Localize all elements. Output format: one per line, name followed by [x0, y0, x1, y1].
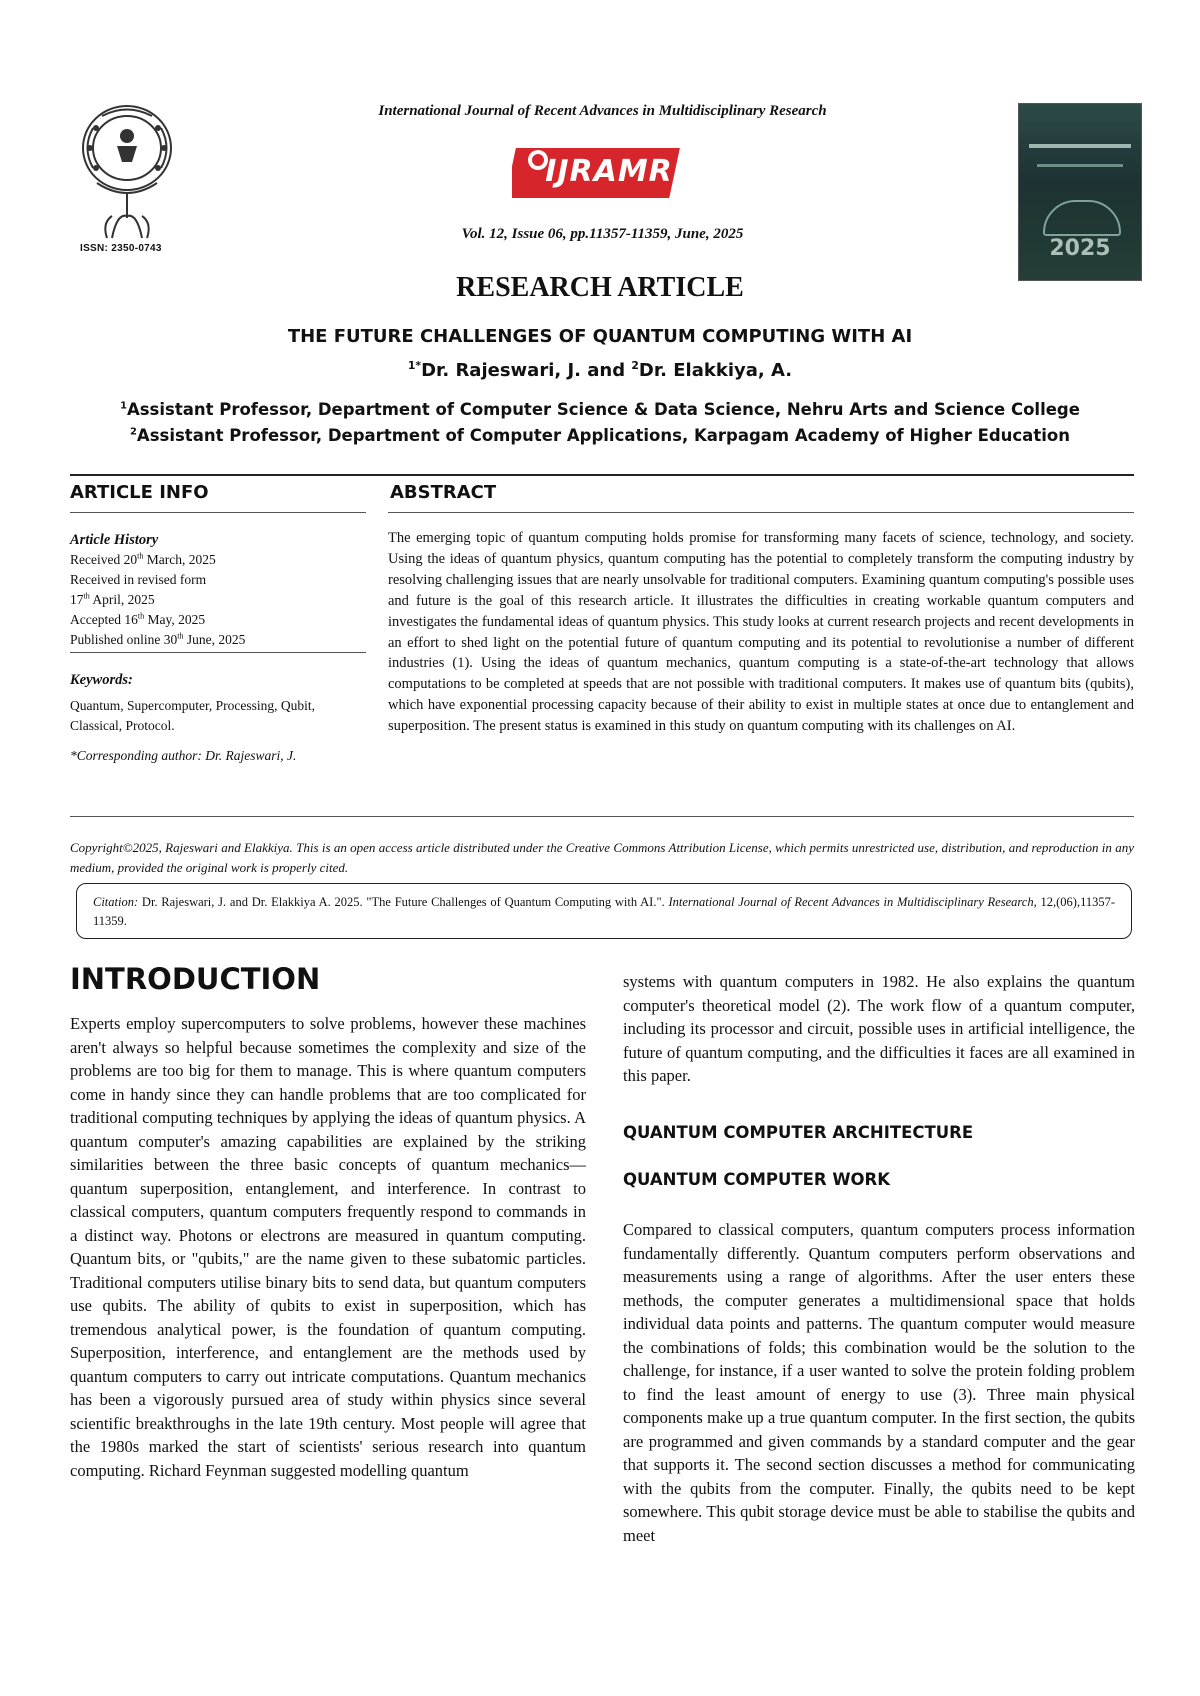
citation-box: [76, 883, 1132, 939]
divider-abstract: [388, 512, 1134, 513]
abstract-text: The emerging topic of quantum computing holds promise for transforming many facets of science, technology, and society. Using the ideas of quantum physics, quantum computing has the potential to completely transform the computing industry by resolving challenging issues that are nearly unsolvable for traditional computers. Examining quantum computing's possible uses and future is the goal of this research article. It illustrates the difficulties in creating workable quantum computers and investigates the fundamental ideas of quantum physics. This study looks at current research projects and recent developments in an effort to shed light on the potential future of quantum computing and its potential to revolutionise a number of different industries (1). Using the ideas of quantum mechanics, quantum computing is a state-of-the-art technology that allows computations to be completed at speeds that are not possible with traditional computers. It makes use of quantum bits (qubits), which have exponential processing capacity because of their ability to exist in multiple states at once due to entanglement and superposition. The present status is examined in this study on quantum computing with its challenges on AI.: [388, 530, 1134, 735]
author2-name: Dr. Elakkiya, A.: [638, 360, 793, 381]
citation-text: Dr. Rajeswari, J. and Dr. Elakkiya A. 2025. "The Future Challenges of Quantum Computing with AI.".: [138, 895, 669, 909]
citation-label: Citation:: [93, 895, 139, 909]
introduction-left-text: Experts employ supercomputers to solve problems, however these machines aren't always so helpful because sometimes the complexity and size of the problems are too big for them to manage. This is where quantum computers come in handy since they can handle problems that are too complicated for traditional computing techniques by applying the ideas of quantum physics. A quantum computer's amazing capabilities are explained by the striking similarities between the three basic concepts of quantum mechanics—quantum superposition, entanglement, and interference. In contrast to classical computers, quantum computers frequently respond to commands in a distinct way. Photons or electrons are measured in quantum computing. Quantum bits, or "qubits," are the name given to these subatomic particles. Traditional computers utilise binary bits to send data, but quantum computers use qubits. The ability of qubits to exist in superposition, which has tremendous analytical power, is the foundation of quantum computing. Superposition, interference, and entanglement are the methods used by quantum computers to carry out intricate computations. Quantum mechanics has been a vigorously pursued area of study within physics since several scientific breakthroughs in the late 19th century. Most people will agree that the 1980s marked the start of scientists' serious research into quantum computing. Richard Feynman suggested modelling quantum: [70, 1014, 586, 1480]
divider-top: [70, 474, 1134, 476]
journal-cover-image: [1018, 103, 1142, 281]
journal-logo-text: IJRAMR: [545, 154, 673, 189]
affiliation-2: [0, 426, 1200, 445]
keywords-list: Quantum, Supercomputer, Processing, Qubit, Classical, Protocol.: [70, 698, 316, 733]
abstract-heading: ABSTRACT: [390, 482, 497, 503]
author-line: [0, 360, 1200, 381]
keywords-title: Keywords:: [70, 672, 133, 688]
received-date: Received 20th March, 2025: [70, 551, 216, 567]
citation-journal: International Journal of Recent Advances in Multidisciplinary Research,: [668, 895, 1037, 909]
divider-bottom: [70, 816, 1134, 817]
affiliation-2-mark: 2: [130, 426, 137, 438]
copyright-notice: Copyright©2025, Rajeswari and Elakkiya. This is an open access article distributed under the Creative Commons Attribution License, which permits unrestricted use, distribution, and reproduction in any medium, provided the original work is properly cited.: [70, 840, 1134, 875]
work-heading: QUANTUM COMPUTER WORK: [623, 1170, 891, 1189]
journal-logo: [512, 138, 688, 206]
author1-mark: 1*: [407, 359, 422, 372]
affiliation-1: [0, 400, 1200, 419]
author2-mark: 2: [631, 359, 639, 372]
article-history-title: Article History: [70, 532, 159, 548]
article-history: [70, 530, 365, 650]
article-type-heading: RESEARCH ARTICLE: [456, 272, 744, 303]
divider-info: [70, 512, 366, 513]
volume-issue-line: Vol. 12, Issue 06, pp.11357-11359, June, 2025: [461, 226, 744, 242]
author1-name: Dr. Rajeswari, J. and: [421, 360, 632, 381]
divider-history: [70, 652, 366, 653]
accepted-date: Accepted 16th May, 2025: [70, 611, 206, 627]
published-date: Published online 30th June, 2025: [70, 631, 246, 647]
work-text: Compared to classical computers, quantum computers process information fundamentally differently. Quantum computers perform observations and measurements using a range of algorithms. After the user enters these methods, the computer generates a multidimensional space that holds individual data points and patterns. The quantum computer would measure the combinations of folds; this combination would be the solution to the challenge, for instance, if a user wanted to solve the protein folding problem to find the least amount of energy to use (3). Three main physical components make up a true quantum computer. In the first section, the qubits are programmed and given commands by a standard computer and the gear that supports it. The second section discusses a method for communicating with the qubits from the computer. Finally, the qubits need to be kept somewhere. This qubit storage device must be able to stabilise the qubits and meet: [623, 1220, 1135, 1545]
paper-title: THE FUTURE CHALLENGES OF QUANTUM COMPUTING WITH AI: [287, 326, 913, 347]
corresponding-author: *Corresponding author: Dr. Rajeswari, J.: [70, 748, 297, 763]
journal-seal-logo: [72, 98, 182, 248]
affiliation-1-mark: 1: [120, 400, 127, 412]
journal-name: International Journal of Recent Advances in Multidisciplinary Research: [378, 103, 827, 119]
affiliation-2-text: Assistant Professor, Department of Computer Applications, Karpagam Academy of Higher Education: [136, 426, 1070, 445]
affiliation-1-text: Assistant Professor, Department of Computer Science & Data Science, Nehru Arts and Science College: [126, 400, 1080, 419]
keywords-block: [70, 670, 365, 766]
citation-details: 12,(06),11357-11359.: [93, 895, 1116, 928]
revised-label: Received in revised form: [70, 572, 207, 587]
introduction-heading: INTRODUCTION: [70, 962, 321, 996]
introduction-right-text: systems with quantum computers in 1982. He also explains the quantum computer's theoretical model (2). The work flow of a quantum computer, including its processor and circuit, possible uses in artificial intelligence, the future of quantum computing, and the difficulties it faces are all examined in this paper.: [623, 972, 1135, 1085]
architecture-heading: QUANTUM COMPUTER ARCHITECTURE: [623, 1123, 974, 1142]
cover-year: 2025: [1049, 236, 1111, 261]
issn-label: ISSN: 2350-0743: [80, 243, 162, 254]
article-info-heading: ARTICLE INFO: [70, 482, 209, 503]
revised-date: 17th April, 2025: [70, 591, 155, 607]
